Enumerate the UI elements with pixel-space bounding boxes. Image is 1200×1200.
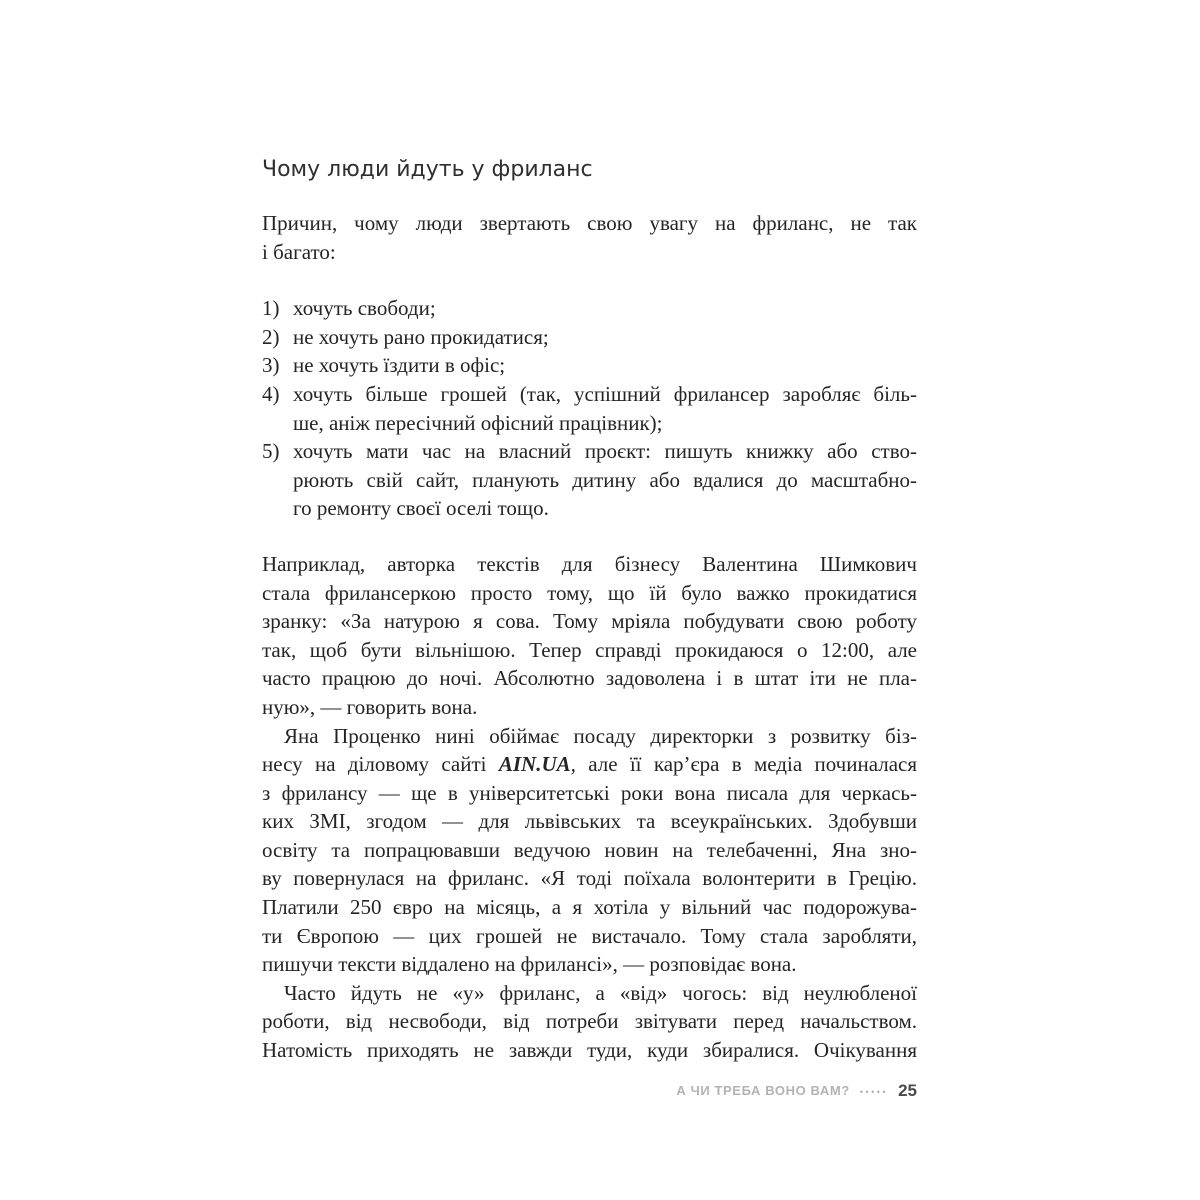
- separator-dots-icon: •••••: [859, 1086, 889, 1097]
- paragraph: [262, 550, 917, 722]
- text-line: Яна Проценко нині обіймає посаду директорки з розвитку біз-: [284, 723, 917, 748]
- page-footer: [262, 1081, 917, 1101]
- text-segment: , але її кар’єра в медіа починалася: [570, 752, 917, 777]
- list-item-marker: 5): [262, 439, 280, 464]
- text-line: так, щоб бути вільнішою. Тепер справді прокидаюся о 12:00, але: [262, 637, 917, 662]
- text-line: хочуть більше грошей (так, успішний фрилансер заробляє біль-: [293, 381, 917, 406]
- text-line: не хочуть рано прокидатися;: [293, 324, 549, 349]
- list-item-marker: 4): [262, 381, 280, 406]
- text-line: зранку: «За натурою я сова. Тому мріяла побудувати свою роботу: [262, 609, 917, 634]
- list-item: [262, 351, 917, 380]
- reasons-list: [262, 294, 917, 523]
- list-item: [262, 323, 917, 352]
- running-title: А ЧИ ТРЕБА ВОНО ВАМ?: [676, 1083, 850, 1099]
- list-item-marker: 3): [262, 353, 280, 378]
- text-line: стала фрилансеркою просто тому, що їй було важко прокидатися: [262, 580, 917, 605]
- text-segment: несу на діловому сайті: [262, 752, 499, 777]
- text-line: роботи, від несвободи, від потреби звітувати перед начальством.: [262, 1009, 917, 1034]
- text-line: Часто йдуть не «у» фриланс, а «від» чогось: від неулюбленої: [284, 980, 917, 1005]
- text-line: ких ЗМІ, згодом — для львівських та всеукраїнських. Здобувши: [262, 809, 917, 834]
- text-line: ше, аніж пересічний офісний працівник);: [293, 410, 663, 435]
- text-line: Наприклад, авторка текстів для бізнесу Валентина Шимкович: [262, 551, 917, 576]
- page-content: [262, 158, 917, 1101]
- text-line: Причин, чому люди звертають свою увагу на фриланс, не так: [262, 211, 917, 235]
- list-item: [262, 380, 917, 437]
- text-line: Натомість приходять не завжди туди, куди збиралися. Очікування: [262, 1038, 917, 1063]
- text-line: пишучи тексти віддалено на фрилансі», — розповідає вона.: [262, 952, 797, 977]
- text-line: ти Європою — цих грошей не вистачало. Тому стала заробляти,: [262, 923, 917, 948]
- text-line: не хочуть їздити в офіс;: [293, 353, 506, 378]
- section-heading: Чому люди йдуть у фриланс: [262, 157, 593, 182]
- text-line: го ремонту своєї оселі тощо.: [293, 496, 549, 521]
- list-item: [262, 294, 917, 323]
- emphasized-site-name: AIN.UA: [498, 752, 571, 777]
- list-item: [262, 437, 917, 523]
- list-item-marker: 1): [262, 296, 280, 321]
- text-line: освіту та попрацювавши ведучою новин на телебаченні, Яна зно-: [262, 837, 917, 862]
- page-number: 25: [898, 1080, 917, 1100]
- text-line: і багато:: [262, 239, 336, 264]
- paragraph: [262, 722, 917, 979]
- text-line: [262, 750, 917, 779]
- text-line: ную», — говорить вона.: [262, 694, 478, 719]
- intro-paragraph: [262, 209, 917, 266]
- text-line: з фрилансу — ще в університетські роки вона писала для черкась-: [262, 780, 917, 805]
- text-line: часто працюю до ночі. Абсолютно задоволена і в штат іти не пла-: [262, 666, 917, 691]
- body-paragraphs: [262, 550, 917, 1065]
- text-line: Платили 250 євро на місяць, а я хотіла у вільний час подорожува-: [262, 895, 917, 920]
- list-item-marker: 2): [262, 324, 280, 349]
- paragraph: [262, 979, 917, 1065]
- text-line: рюють свій сайт, планують дитину або вдалися до масштабно-: [293, 467, 917, 492]
- text-line: ву повернулася на фриланс. «Я тоді поїхала волонтерити в Грецію.: [262, 866, 917, 891]
- text-line: хочуть мати час на власний проєкт: пишуть книжку або ство-: [293, 439, 917, 464]
- text-line: хочуть свободи;: [293, 296, 436, 321]
